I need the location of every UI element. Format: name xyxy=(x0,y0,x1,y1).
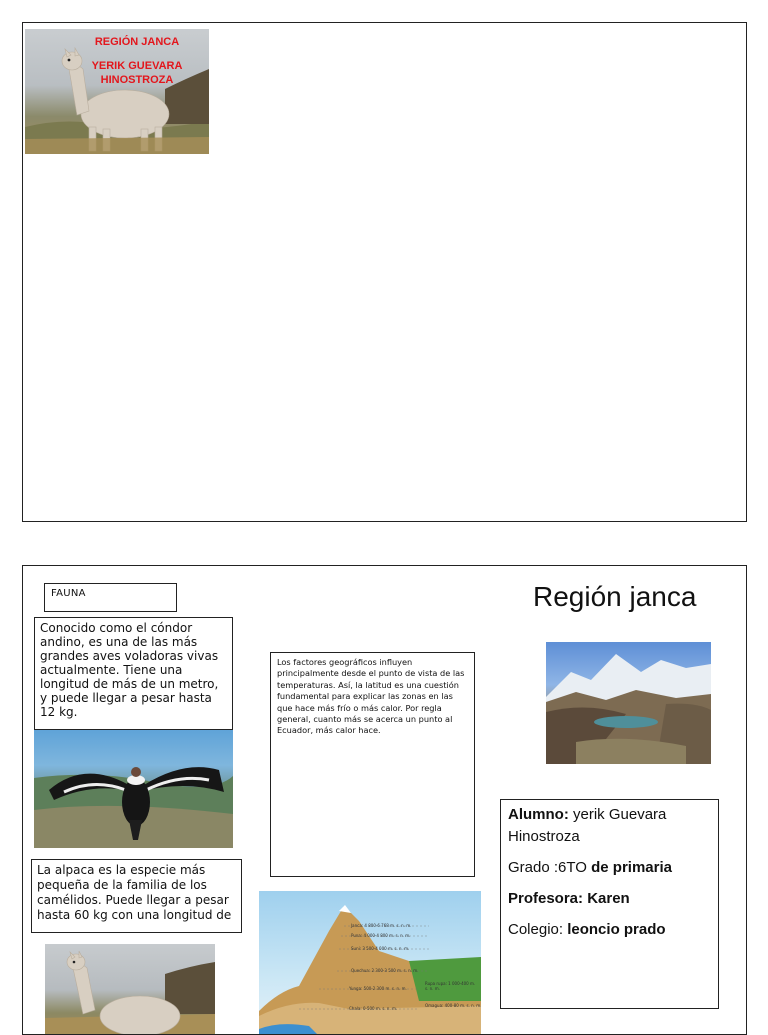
cover-alpaca-image xyxy=(25,29,209,154)
student-name-row xyxy=(508,804,711,848)
alumno-value: yerik Guevara Hinostroza xyxy=(508,806,667,845)
label-rupa-rupa: Rupa rupa: 1 000-400 m. s. n. m. xyxy=(425,981,476,991)
label-quechua: Quechua: 2 300-3 500 m. s. n. m. xyxy=(351,968,419,973)
alpaca-description: La alpaca es la especie más pequeña de la familia de los camélidos. Puede llegar a pesar hasta 60 kg con una longitud de xyxy=(37,863,232,922)
fauna-label-box xyxy=(44,583,177,612)
profesora-value: Karen xyxy=(587,890,630,907)
mountain-illustration xyxy=(546,642,711,764)
label-yunga: Yunga: 500-2 300 m. s. n. m. xyxy=(349,986,407,991)
colegio-value: leoncio prado xyxy=(567,921,666,938)
cover-author-line1: YERIK GUEVARA xyxy=(91,60,183,72)
condor-image xyxy=(34,730,233,848)
grade-row xyxy=(508,857,711,879)
altitude-regions-diagram xyxy=(259,891,481,1035)
label-omagua: Omagua: 400-80 m. s. n. m. xyxy=(425,1003,481,1008)
alpaca-description-box xyxy=(31,859,242,933)
geographic-factors-box xyxy=(270,652,475,877)
andes-relief-illustration xyxy=(259,891,481,1035)
label-janca: Janca: 4 800-6 768 m. s. n. m. xyxy=(351,923,412,928)
school-row xyxy=(508,919,711,941)
cover-page xyxy=(22,22,747,522)
cover-title-region: REGIÓN JANCA xyxy=(94,36,180,48)
colegio-label: Colegio: xyxy=(508,921,564,938)
alpaca-image xyxy=(45,944,215,1035)
condor-illustration xyxy=(34,730,233,848)
condor-description: Conocido como el cóndor andino, es una de las más grandes aves voladoras vivas actualmente. Tiene una longitud de más de un metro, y puede llegar a pesar hasta 12 kg. xyxy=(40,621,219,719)
label-puna: Puna: 4 000-4 800 m. s. n. m. xyxy=(351,933,411,938)
grado-label: Grado : xyxy=(508,859,559,876)
cover-author-line2: HINOSTROZA xyxy=(100,74,174,86)
condor-description-box xyxy=(34,617,233,730)
alpaca-illustration-small xyxy=(45,944,215,1035)
fauna-label: FAUNA xyxy=(51,588,86,599)
grado-value: 6TO xyxy=(558,859,587,876)
profesora-label: Profesora: xyxy=(508,890,584,907)
alumno-label: Alumno: xyxy=(508,806,569,823)
page-title: Región janca xyxy=(533,581,697,612)
label-suni: Suni: 3 500-4 000 m. s. n. m. xyxy=(351,946,410,951)
grado-suffix: de primaria xyxy=(591,859,672,876)
geographic-factors-text: Los factores geográficos influyen principalmente desde el punto de vista de las temperaturas. Así, la latitud es una cuestión fundamental para explicar las zonas en las que hace más frío o más calor. Por regla general, cuanto más se acerca un punto al Ecuador, más calor hace. xyxy=(277,657,465,736)
teacher-row xyxy=(508,888,711,910)
mountain-lagoon-image xyxy=(546,642,711,764)
label-chala: Chala: 0-500 m. s. n. m. xyxy=(349,1006,398,1011)
student-info-box xyxy=(500,799,719,1009)
inside-page xyxy=(22,565,747,1035)
